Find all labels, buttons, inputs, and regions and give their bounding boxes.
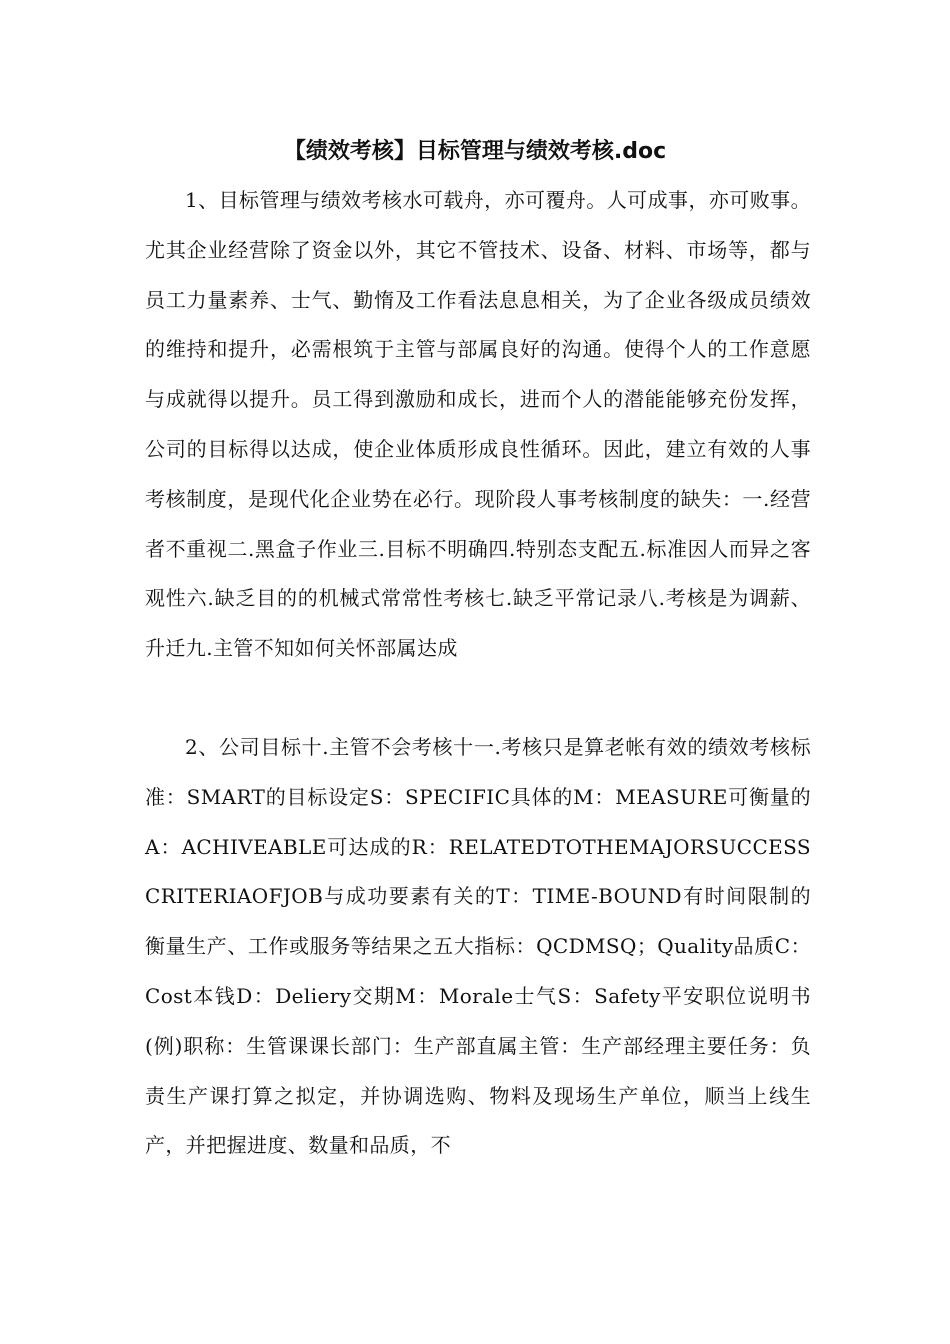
paragraph-2: 2、公司目标十.主管不会考核十一.考核只是算老帐有效的绩效考核标准：SMART的目标设定S：SPECIFIC具体的M：MEASURE可衡量的A：ACHIVEABLE可达成的R：RELATEDTOTHEMAJORSUCCESSCRITERIAOFJOB与成功要素有关的T：TIME-BOUND有时间限制的衡量生产、工作或服务等结果之五大指标：QCDMSQ；Quality品质C：Cost本钱D：Deliery交期M：Morale士气S：Safety平安职位说明书(例)职称：生管课课长部门：生产部直属主管：生产部经理主要任务：负责生产课打算之拟定，并协调选购、物料及现场生产单位，顺当上线生产，并把握进度、数量和品质，不 (145, 735, 811, 1158)
document-title: 【绩效考核】目标管理与绩效考核.doc (283, 139, 667, 164)
paragraph-1: 1、目标管理与绩效考核水可载舟，亦可覆舟。人可成事，亦可败事。尤其企业经营除了资金以外，其它不管技术、设备、材料、市场等，都与员工力量素养、士气、勤惰及工作看法息息相关，为了企业各级成员绩效的维持和提升，必需根筑于主管与部属良好的沟通。使得个人的工作意愿与成就得以提升。员工得到激励和成长，进而个人的潜能能够充份发挥，公司的目标得以达成，使企业体质形成良性循环。因此，建立有效的人事考核制度，是现代化企业势在必行。现阶段人事考核制度的缺失：一.经营者不重视二.黑盒子作业三.目标不明确四.特别态支配五.标准因人而异之客观性六.缺乏目的的机械式常常性考核七.缺乏平常记录八.考核是为调薪、升迁九.主管不知如何关怀部属达成 (145, 188, 811, 661)
